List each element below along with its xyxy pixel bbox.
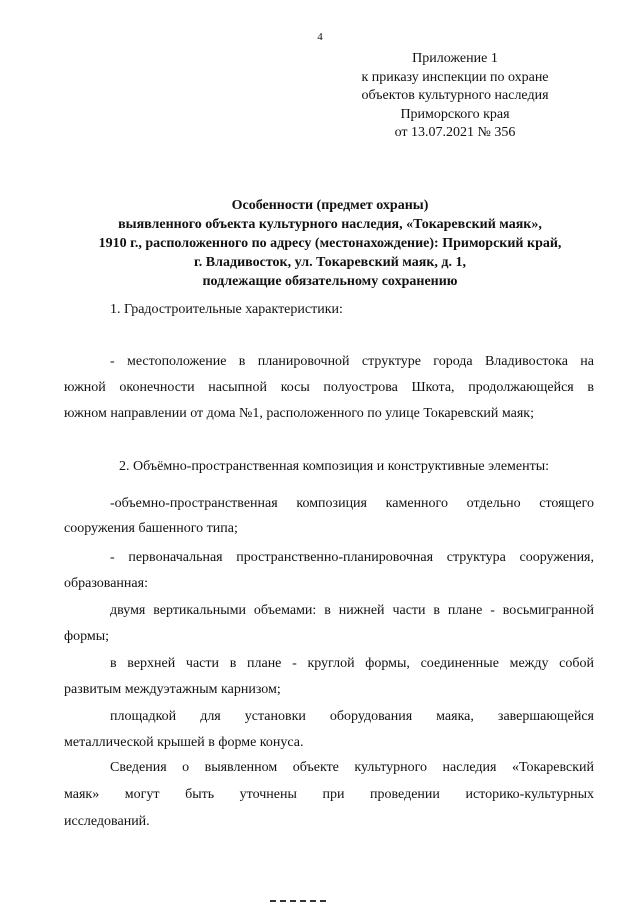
title-line: 1910 г., расположенного по адресу (местонахождение): Приморский край, [98,236,562,251]
paragraph-line: -объемно-пространственная композиция каменного отдельно стоящего [110,496,594,511]
paragraph-line: двумя вертикальными объемами: в нижней части в плане - восьмигранной [110,603,594,618]
appendix-line: Приложение 1 [412,51,498,66]
paragraph-vertical-volumes [64,598,594,650]
section-heading-composition: 2. Объёмно-пространственная композиция и конструктивные элементы: [119,459,550,474]
paragraph-line: развитым междуэтажным карнизом; [64,682,281,697]
paragraph-line: маяк» могут быть уточнены при проведении историко-культурных [64,787,594,802]
paragraph-line: в верхней части в плане - круглой формы, соединенные между собой [110,656,594,671]
appendix-line: от 13.07.2021 № 356 [394,125,516,140]
paragraph-line: сооружения башенного типа; [64,521,238,536]
paragraph-line: образованная: [64,576,148,591]
paragraph-line: Сведения о выявленном объекте культурного наследия «Токаревский [110,760,594,775]
paragraph-clarification [64,754,594,835]
title-line: Особенности (предмет охраны) [231,198,429,213]
paragraph-structure [64,545,594,597]
paragraph-line: южной оконечности насыпной косы полуострова Шкота, продолжающейся в [64,380,594,395]
paragraph-line: площадкой для установки оборудования маяка, завершающейся [110,709,594,724]
section-heading-urban: 1. Градостроительные характеристики: [110,302,343,317]
paragraph-line: металлической крышей в форме конуса. [64,735,304,750]
document-title [40,196,620,291]
title-line: г. Владивосток, ул. Токаревский маяк, д. 1, [194,255,466,270]
appendix-line: Приморского края [400,106,510,122]
scan-artifact-line [270,900,330,902]
paragraph-line: исследований. [64,814,150,829]
appendix-line: к приказу инспекции по охране [361,69,549,85]
paragraph-line: южном направлении от дома №1, расположенного по улице Токаревский маяк; [64,406,534,421]
paragraph-line: - первоначальная пространственно-планировочная структура сооружения, [110,550,594,565]
title-line: выявленного объекта культурного наследия, «Токаревский маяк», [118,217,542,232]
appendix-header [330,50,580,143]
paragraph-location [64,349,594,427]
title-line: подлежащие обязательному сохранению [202,274,458,289]
paragraph-upper-part [64,651,594,703]
page-number: 4 [317,31,323,43]
paragraph-composition [64,491,594,541]
paragraph-line: - местоположение в планировочной структуре города Владивостока на [110,354,594,369]
appendix-line: объектов культурного наследия [361,88,549,103]
paragraph-platform [64,704,594,756]
paragraph-line: формы; [64,629,110,644]
